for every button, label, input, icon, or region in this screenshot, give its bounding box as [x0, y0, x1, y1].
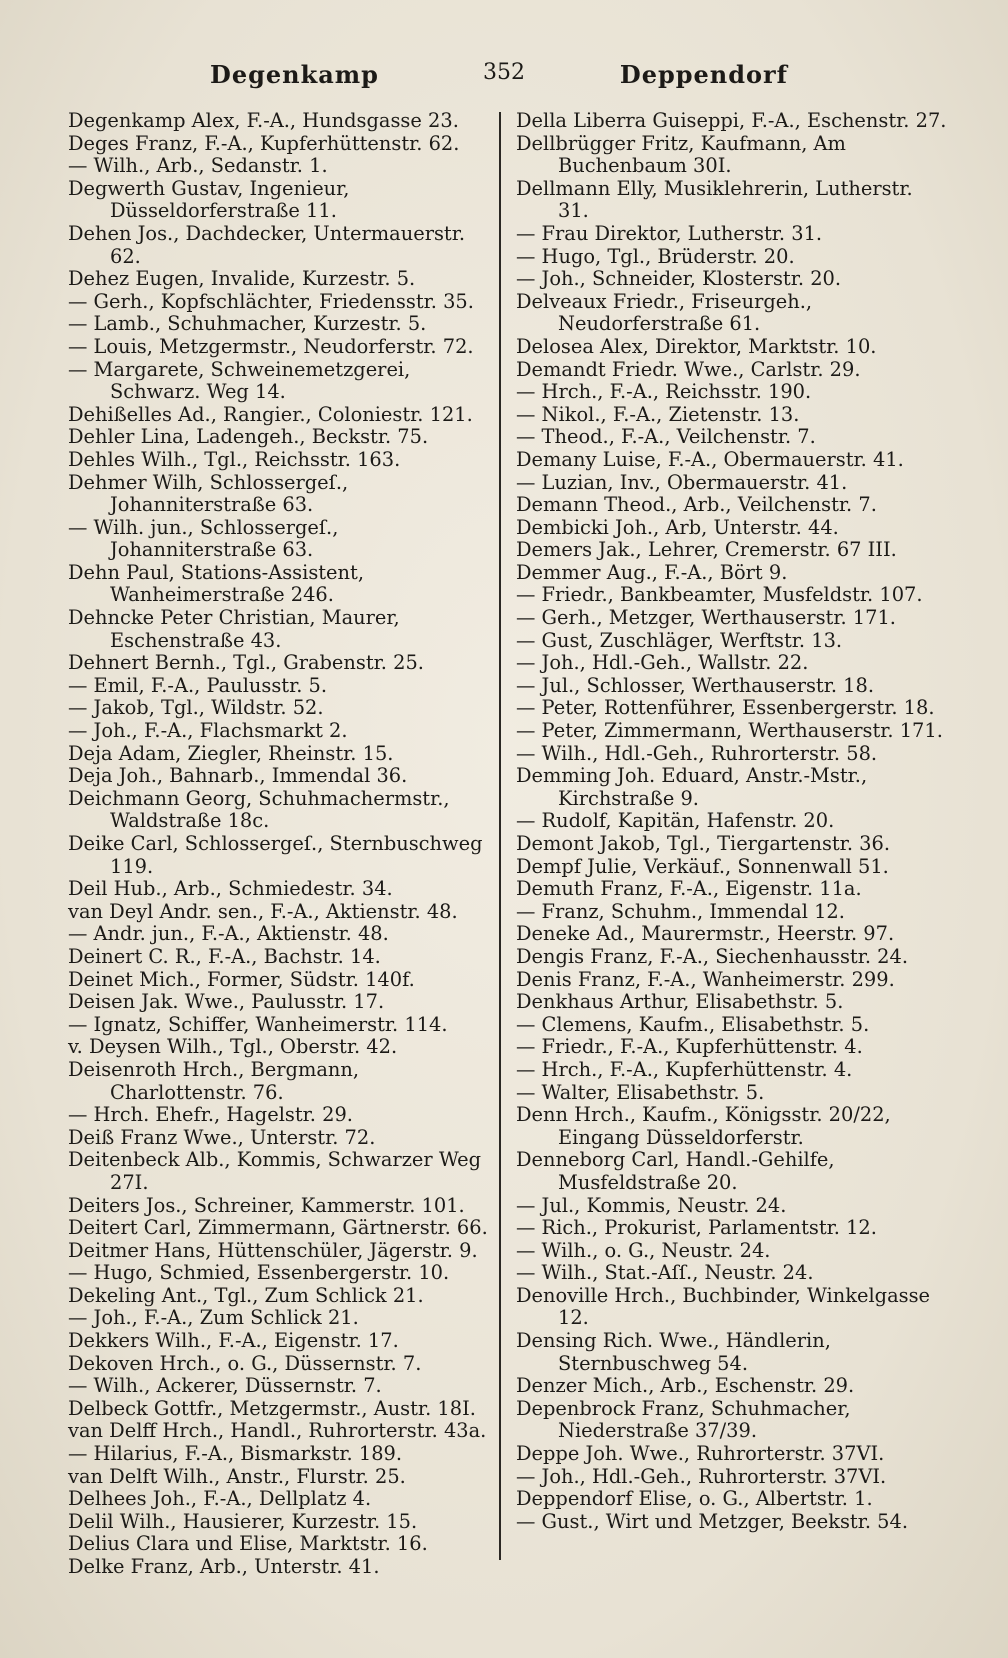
- directory-entry: — Rich., Prokurist, Parlamentstr. 12.: [516, 1216, 877, 1240]
- directory-entry: Dempf Julie, Verkäuf., Sonnenwall 51.: [516, 854, 889, 878]
- directory-entry: Deichmann Georg, Schuhmachermstr., Waldstraße 18c.: [68, 786, 450, 833]
- directory-entry: — Joh., Hdl.-Geh., Wallstr. 22.: [516, 651, 809, 675]
- directory-entry: Deneke Ad., Maurermstr., Heerstr. 97.: [516, 922, 895, 946]
- directory-entry: van Deyl Andr. sen., F.-A., Aktienstr. 48.: [68, 899, 458, 923]
- directory-entry: — Hugo, Schmied, Essenbergerstr. 10.: [68, 1261, 450, 1285]
- directory-entry: Dembicki Joh., Arb, Unterstr. 44.: [516, 515, 839, 539]
- directory-entry: Dehnert Bernh., Tgl., Grabenstr. 25.: [68, 651, 424, 675]
- directory-entry: Deppendorf Elise, o. G., Albertstr. 1.: [516, 1487, 873, 1511]
- directory-entry: Dekkers Wilh., F.-A., Eigenstr. 17.: [68, 1329, 399, 1353]
- directory-entry: Deil Hub., Arb., Schmiedestr. 34.: [68, 877, 393, 901]
- right-column: [516, 110, 948, 1533]
- directory-entry: — Gerh., Metzger, Werthauserstr. 171.: [516, 606, 896, 630]
- directory-entry: Delhees Joh., F.-A., Dellplatz 4.: [68, 1487, 372, 1511]
- directory-entry: — Walter, Elisabethstr. 5.: [516, 1080, 765, 1104]
- directory-entry: — Hrch., F.-A., Kupferhüttenstr. 4.: [516, 1057, 853, 1081]
- directory-entry: — Luzian, Inv., Obermauerstr. 41.: [516, 470, 848, 494]
- directory-entry: v. Deysen Wilh., Tgl., Oberstr. 42.: [68, 1035, 398, 1059]
- column-divider: [499, 112, 501, 1560]
- directory-entry: — Wilh., o. G., Neustr. 24.: [516, 1238, 771, 1262]
- directory-entry: Deitenbeck Alb., Kommis, Schwarzer Weg 27I.: [68, 1148, 482, 1194]
- directory-entry: van Delft Wilh., Anstr., Flurstr. 25.: [68, 1464, 406, 1488]
- directory-entry: — Hrch. Ehefr., Hagelstr. 29.: [68, 1103, 353, 1127]
- directory-entry: Denzer Mich., Arb., Eschenstr. 29.: [516, 1374, 855, 1398]
- directory-entry: Denkhaus Arthur, Elisabethstr. 5.: [516, 990, 844, 1014]
- directory-entry: Deisenroth Hrch., Bergmann, Charlottenstr. 76.: [68, 1057, 360, 1104]
- directory-entry: Denoville Hrch., Buchbinder, Winkelgasse 12.: [516, 1283, 931, 1330]
- directory-entry: — Wilh., Ackerer, Düssernstr. 7.: [68, 1374, 382, 1398]
- directory-entry: Della Liberra Guiseppi, F.-A., Eschenstr. 27.: [516, 109, 947, 132]
- directory-entry: — Friedr., Bankbeamter, Musfeldstr. 107.: [516, 583, 923, 607]
- directory-entry: Deinert C. R., F.-A., Bachstr. 14.: [68, 944, 381, 968]
- directory-entry: — Frau Direktor, Lutherstr. 31.: [516, 221, 823, 245]
- directory-entry: Demann Theod., Arb., Veilchenstr. 7.: [516, 493, 877, 517]
- directory-entry: Dengis Franz, F.-A., Siechenhausstr. 24.: [516, 944, 909, 968]
- directory-entry: Denis Franz, F.-A., Wanheimerstr. 299.: [516, 967, 895, 991]
- directory-entry: — Jul., Schlosser, Werthauserstr. 18.: [516, 673, 875, 697]
- header-left-title: Degenkamp: [210, 60, 379, 89]
- directory-entry: — Hugo, Tgl., Brüderstr. 20.: [516, 244, 795, 268]
- directory-entry: — Hilarius, F.-A., Bismarkstr. 189.: [68, 1442, 403, 1466]
- directory-entry: — Andr. jun., F.-A., Aktienstr. 48.: [68, 922, 389, 946]
- left-column: [68, 110, 488, 1579]
- directory-entry: Deiß Franz Wwe., Unterstr. 72.: [68, 1125, 376, 1149]
- directory-entry: — Hrch., F.-A., Reichsstr. 190.: [516, 380, 812, 404]
- directory-entry: Deike Carl, Schlossergeſ., Sternbuschweg 119.: [68, 832, 483, 878]
- directory-entry: Delveaux Friedr., Friseurgeh., Neudorferstraße 61.: [516, 289, 813, 336]
- directory-entry: Deppe Joh. Wwe., Ruhrorterstr. 37VI.: [516, 1442, 885, 1466]
- directory-entry: — Peter, Zimmermann, Werthauserstr. 171.: [516, 719, 943, 743]
- directory-entry: Deisen Jak. Wwe., Paulusstr. 17.: [68, 990, 385, 1014]
- directory-entry: — Joh., Schneider, Klosterstr. 20.: [516, 267, 842, 291]
- directory-entry: — Clemens, Kaufm., Elisabethstr. 5.: [516, 1012, 870, 1036]
- directory-entry: Deitert Carl, Zimmermann, Gärtnerstr. 66.: [68, 1216, 488, 1240]
- directory-entry: Deges Franz, F.-A., Kupferhüttenstr. 62.: [68, 131, 460, 155]
- directory-entry: Demany Luise, F.-A., Obermauerstr. 41.: [516, 447, 904, 471]
- directory-entry: Deitmer Hans, Hüttenschüler, Jägerstr. 9.: [68, 1238, 478, 1262]
- directory-entry: Delbeck Gottfr., Metzgermstr., Austr. 18I.: [68, 1396, 476, 1420]
- directory-entry: Dehißelles Ad., Rangier., Coloniestr. 121.: [68, 402, 473, 426]
- directory-entry: — Theod., F.-A., Veilchenstr. 7.: [516, 425, 816, 449]
- directory-entry: Denneborg Carl, Handl.-Gehilfe, Musfeldstraße 20.: [516, 1148, 835, 1194]
- directory-entry: — Wilh. jun., Schlossergeſ., Johanniterstraße 63.: [68, 515, 339, 562]
- directory-entry: — Nikol., F.-A., Zietenstr. 13.: [516, 402, 800, 426]
- directory-entry: — Emil, F.-A., Paulusstr. 5.: [68, 673, 328, 697]
- directory-entry: — Joh., Hdl.-Geh., Ruhrorterstr. 37VI.: [516, 1464, 887, 1488]
- directory-entry: — Gust., Wirt und Metzger, Beekstr. 54.: [516, 1509, 909, 1533]
- directory-entry: Degwerth Gustav, Ingenieur, Düsseldorferstraße 11.: [68, 176, 350, 223]
- directory-entry: Deja Joh., Bahnarb., Immendal 36.: [68, 764, 408, 788]
- directory-entry: Dellmann Elly, Musiklehrerin, Lutherstr. 31.: [516, 176, 913, 223]
- directory-entry: Dekeling Ant., Tgl., Zum Schlick 21.: [68, 1283, 424, 1307]
- directory-entry: Denn Hrch., Kaufm., Königsstr. 20/22, Eingang Düsseldorferstr.: [516, 1103, 891, 1149]
- directory-entry: Demandt Friedr. Wwe., Carlstr. 29.: [516, 357, 861, 381]
- directory-entry: — Wilh., Arb., Sedanstr. 1.: [68, 154, 328, 178]
- directory-entry: Deinet Mich., Former, Südstr. 140f.: [68, 967, 415, 991]
- directory-entry: — Rudolf, Kapitän, Hafenstr. 20.: [516, 809, 835, 833]
- directory-entry: — Joh., F.-A., Zum Schlick 21.: [68, 1306, 359, 1330]
- directory-entry: Delosea Alex, Direktor, Marktstr. 10.: [516, 334, 877, 358]
- directory-entry: Dehen Jos., Dachdecker, Untermauerstr. 62.: [68, 221, 466, 268]
- directory-entry: — Friedr., F.-A., Kupferhüttenstr. 4.: [516, 1035, 863, 1059]
- directory-entry: — Joh., F.-A., Flachsmarkt 2.: [68, 719, 348, 743]
- directory-entry: Dekoven Hrch., o. G., Düssernstr. 7.: [68, 1351, 422, 1375]
- directory-entry: Demont Jakob, Tgl., Tiergartenstr. 36.: [516, 832, 890, 855]
- directory-entry: Deiters Jos., Schreiner, Kammerstr. 101.: [68, 1193, 465, 1217]
- directory-entry: Depenbrock Franz, Schuhmacher, Niederstraße 37/39.: [516, 1396, 851, 1443]
- directory-entry: Dehler Lina, Ladengeh., Beckstr. 75.: [68, 425, 429, 449]
- directory-entry: Deja Adam, Ziegler, Rheinstr. 15.: [68, 741, 394, 765]
- directory-entry: Dellbrügger Fritz, Kaufmann, Am Buchenbaum 30I.: [516, 131, 846, 178]
- directory-entry: Dehez Eugen, Invalide, Kurzestr. 5.: [68, 267, 416, 291]
- directory-entry: — Ignatz, Schiffer, Wanheimerstr. 114.: [68, 1012, 448, 1036]
- directory-entry: — Franz, Schuhm., Immendal 12.: [516, 899, 845, 923]
- directory-entry: — Gust, Zuschläger, Werftstr. 13.: [516, 628, 843, 652]
- header-right-title: Deppendorf: [619, 60, 788, 89]
- directory-entry: Dehmer Wilh, Schlossergeſ., Johanniterstraße 63.: [68, 470, 349, 517]
- directory-entry: — Wilh., Stat.-Aſſ., Neustr. 24.: [516, 1261, 814, 1285]
- directory-entry: Dehles Wilh., Tgl., Reichsstr. 163.: [68, 447, 401, 471]
- directory-entry: van Delff Hrch., Handl., Ruhrorterstr. 43a.: [68, 1419, 487, 1443]
- directory-entry: Degenkamp Alex, F.-A., Hundsgasse 23.: [68, 109, 459, 132]
- directory-entry: Demuth Franz, F.-A., Eigenstr. 11a.: [516, 877, 862, 901]
- directory-entry: Delke Franz, Arb., Unterstr. 41.: [68, 1555, 380, 1578]
- directory-entry: — Lamb., Schuhmacher, Kurzestr. 5.: [68, 312, 427, 336]
- directory-entry: — Jakob, Tgl., Wildstr. 52.: [68, 696, 324, 720]
- directory-entry: — Wilh., Hdl.-Geh., Ruhrorterstr. 58.: [516, 741, 878, 765]
- directory-entry: — Gerh., Kopfschlächter, Friedensstr. 35.: [68, 289, 474, 313]
- page-number: 352: [483, 60, 525, 85]
- directory-entry: Densing Rich. Wwe., Händlerin, Sternbuschweg 54.: [516, 1329, 831, 1375]
- directory-entry: Demers Jak., Lehrer, Cremerstr. 67 III.: [516, 538, 897, 562]
- directory-entry: — Peter, Rottenführer, Essenbergerstr. 18.: [516, 696, 935, 720]
- page-header: [70, 60, 938, 100]
- directory-entry: Delius Clara und Elise, Marktstr. 16.: [68, 1532, 428, 1556]
- directory-entry: Dehncke Peter Christian, Maurer, Eschenstraße 43.: [68, 606, 400, 652]
- directory-entry: — Margarete, Schweinemetzgerei, Schwarz. Weg 14.: [68, 357, 411, 404]
- directory-entry: Demmer Aug., F.-A., Bört 9.: [516, 560, 788, 584]
- directory-entry: Demming Joh. Eduard, Anstr.-Mstr., Kirchstraße 9.: [516, 764, 868, 810]
- directory-entry: Delil Wilh., Hausierer, Kurzestr. 15.: [68, 1509, 418, 1533]
- directory-entry: — Jul., Kommis, Neustr. 24.: [516, 1193, 787, 1217]
- directory-entry: Dehn Paul, Stations-Assistent, Wanheimerstraße 246.: [68, 560, 364, 607]
- directory-entry: — Louis, Metzgermstr., Neudorferstr. 72.: [68, 334, 474, 358]
